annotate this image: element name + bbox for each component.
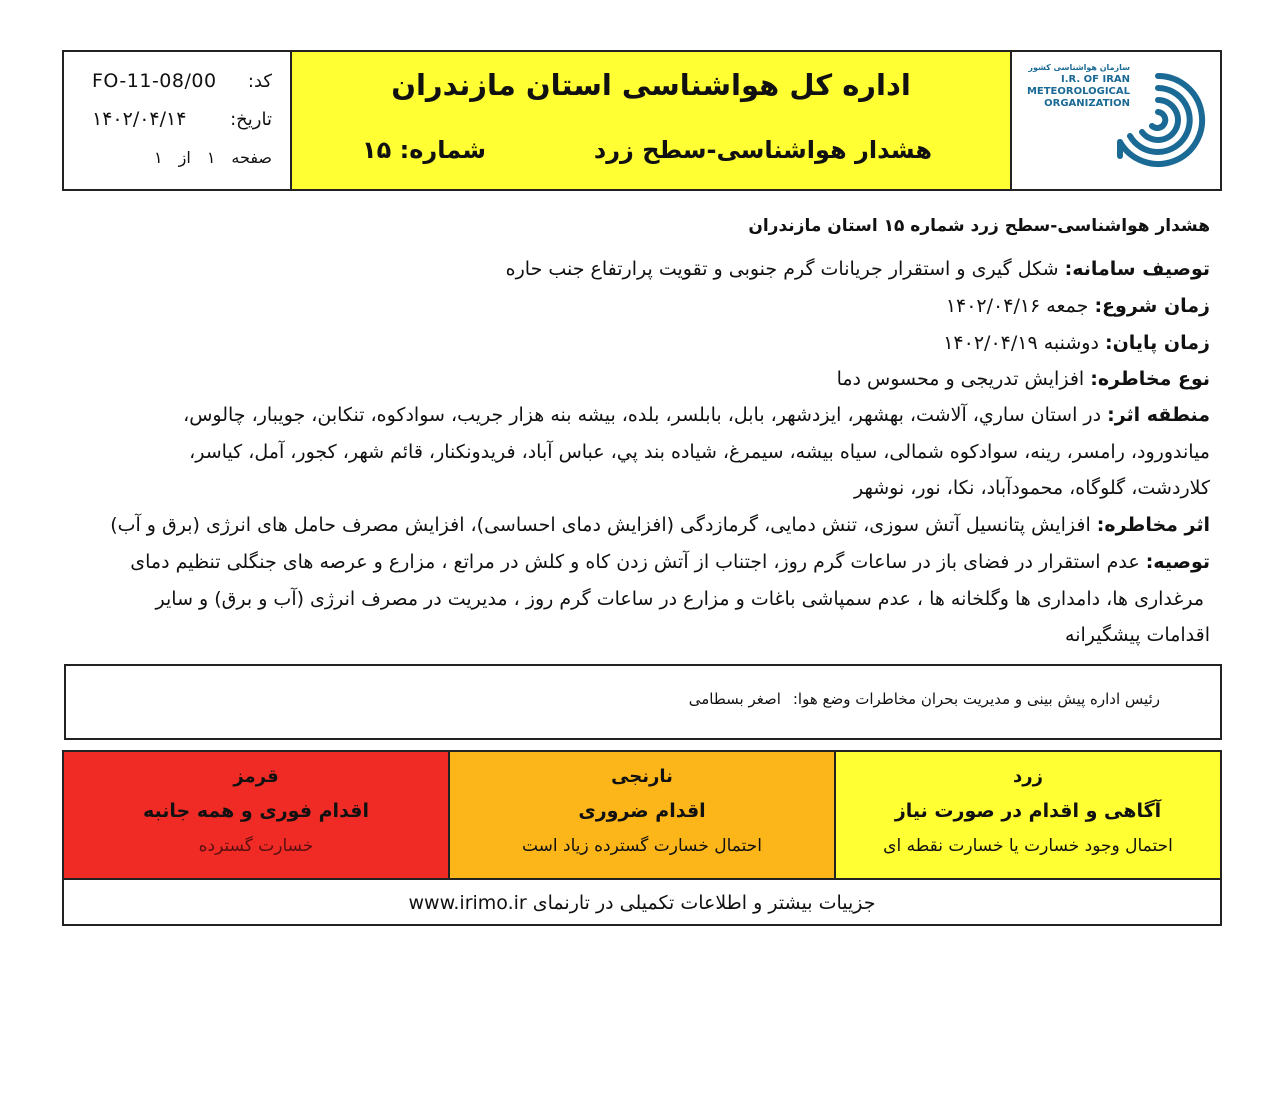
level-yellow-name: زرد: [1013, 766, 1043, 787]
system-label: توصیف سامانه:: [1064, 258, 1210, 280]
hazard-type-line: [837, 368, 1210, 390]
hazard-type-label: نوع مخاطره:: [1090, 368, 1210, 390]
footer-text: جزییات بیشتر و اطلاعات تکمیلی در تارنمای: [532, 892, 876, 914]
date-value: ۱۴۰۲/۰۴/۱۴: [92, 108, 187, 130]
area-value-2: میاندورود، رامسر، رینه، سوادکوه شمالی، سیاه بیشه، سیمرغ، شیاده بند پي، عباس آباد، فریدونکنار، قائم شهر، کجور، آمل، کیاسر،: [189, 441, 1210, 463]
start-label: زمان شروع:: [1094, 295, 1210, 317]
signature-box: [64, 664, 1222, 740]
page-label: صفحه: [231, 147, 272, 167]
advice-label: توصیه:: [1145, 551, 1210, 573]
page-title: اداره کل هواشناسی استان مازندران: [391, 68, 911, 102]
date-row: [92, 100, 272, 138]
end-line: [943, 332, 1210, 354]
system-line: [506, 258, 1210, 280]
logo-text-fa: سازمان هواشناسی کشور: [1028, 63, 1130, 72]
level-red-action: اقدام فوری و همه جانبه: [142, 800, 369, 822]
website-link[interactable]: www.irimo.ir: [408, 892, 527, 914]
area-label: منطقه اثر:: [1107, 404, 1210, 426]
code-value: FO-11-08/00: [92, 70, 217, 92]
level-orange-desc: احتمال خسارت گسترده زیاد است: [521, 836, 762, 856]
advice-line-1: [130, 551, 1210, 573]
area-value-1: در استان ساري، آلاشت، بهشهر، ایزدشهر، بابل، بابلسر، بلده، بیشه بنه هزار جریب، سوادکوه، تنکابن، جویبار، چالوس،: [183, 404, 1102, 426]
system-value: شکل گیری و استقرار جریانات گرم جنوبی و تقویت پرارتفاع جنب حاره: [505, 258, 1059, 280]
signature-name: اصغر بسطامی: [688, 690, 781, 708]
advice-value-1: عدم استقرار در فضای باز در ساعات گرم روز، اجتناب از آتش زدن کاه و کلش در مراتع ، مزارع و عرصه های جنگلی تنظیم دمای: [130, 551, 1140, 573]
level-yellow-action: آگاهی و اقدام در صورت نیاز: [894, 800, 1162, 822]
page-total: ۱: [154, 147, 163, 167]
hazard-type-value: افزایش تدریجی و محسوس دما: [836, 368, 1085, 390]
advice-value-2: مرغداری ها، دامداری ها وگلخانه ها ، عدم سمپاشی باغات و مزارع در ساعات گرم روز ، مدیریت در مصرف انرژی (آب و برق) و سایر: [155, 588, 1204, 610]
levels-row: [64, 752, 1220, 878]
area-line-1: [183, 404, 1210, 426]
warning-number: شماره: ۱۵: [362, 136, 486, 164]
code-row: [92, 62, 272, 100]
level-red: [64, 752, 450, 878]
level-orange: [450, 752, 836, 878]
advice-value-3: اقدامات پیشگیرانه: [1065, 624, 1210, 646]
level-orange-action: اقدام ضروری: [578, 800, 706, 822]
warning-level: هشدار هواشناسی-سطح زرد: [593, 136, 932, 164]
document-header: [62, 50, 1222, 191]
header-title-block: [292, 52, 1012, 189]
footer-info: [64, 878, 1220, 926]
level-red-name: قرمز: [233, 766, 279, 787]
page-row: [92, 138, 272, 176]
page-of: از: [178, 147, 191, 167]
warning-levels-legend: [62, 750, 1222, 926]
signature-role: رئیس اداره پیش بینی و مدیریت بحران مخاطرات وضع هوا:: [792, 690, 1160, 708]
level-yellow: [836, 752, 1220, 878]
page-current: ۱: [206, 147, 216, 167]
spiral-logo-icon: [1108, 60, 1208, 180]
start-value: جمعه ۱۴۰۲/۰۴/۱۶: [945, 295, 1089, 317]
warning-heading: هشدار هواشناسی-سطح زرد شماره ۱۵ استان مازندران: [748, 216, 1210, 236]
irimo-logo: [1012, 52, 1220, 189]
end-label: زمان پایان:: [1104, 332, 1210, 354]
document-meta: [64, 52, 292, 189]
effect-value: افزایش پتانسیل آتش سوزی، تنش دمایی، گرمازدگی (افزایش دمای احساسی)، افزایش مصرف حامل های انرژی (برق و آب): [110, 514, 1091, 536]
logo-text-en-3: ORGANIZATION: [1044, 98, 1130, 109]
code-label: کد:: [247, 70, 272, 92]
signature-line: [677, 690, 1160, 708]
effect-line: [110, 514, 1210, 536]
level-red-desc: خسارت گسترده: [198, 836, 314, 856]
logo-text-en-1: I.R. OF IRAN: [1060, 74, 1130, 85]
logo-text-en-2: METEOROLOGICAL: [1026, 86, 1130, 97]
level-yellow-desc: احتمال وجود خسارت یا خسارت نقطه ای: [883, 836, 1173, 856]
end-value: دوشنبه ۱۴۰۲/۰۴/۱۹: [943, 332, 1099, 354]
level-orange-name: نارنجی: [611, 766, 673, 787]
effect-label: اثر مخاطره:: [1096, 514, 1210, 536]
area-value-3: کلاردشت، گلوگاه، محمودآباد، نکا، نور، نوشهر: [853, 477, 1210, 499]
header-subtitle: [292, 136, 1010, 172]
start-line: [946, 295, 1210, 317]
date-label: تاریخ:: [230, 108, 272, 130]
